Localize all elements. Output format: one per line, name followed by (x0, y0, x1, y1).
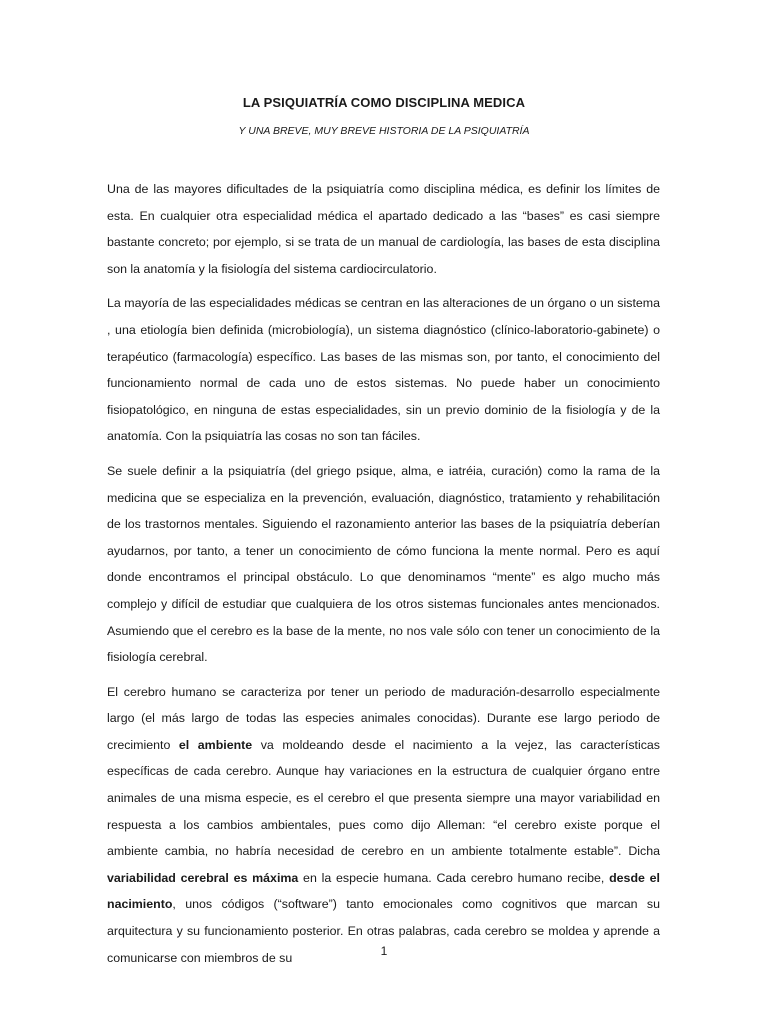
paragraph-3: Se suele definir a la psiquiatría (del griego psique, alma, e iatréia, curación) como la rama de la medicina que se especializa en la prevención, evaluación, diagnóstico, tratamiento y rehabilitación de los trastornos mentales. Siguiendo el razonamiento anterior las bases de la psiquiatría deberían ayudarnos, por tanto, a tener un conocimiento de cómo funciona la mente normal. Pero es aquí donde encontramos el principal obstáculo. Lo que denominamos “mente” es algo mucho más complejo y difícil de estudiar que cualquiera de los otros sistemas funcionales antes mencionados. Asumiendo que el cerebro es la base de la mente, no nos vale sólo con tener un conocimiento de la fisiología cerebral. (107, 463, 660, 665)
text-segment: , unos códigos (“software”) tanto emocionales como cognitivos que marcan su arquitectura y su funcionamiento posterior. En otras palabras, cada cerebro se moldea y aprende a comunicarse con miembros de su (107, 897, 660, 965)
bold-text-segment: desde el nacimiento (107, 870, 660, 912)
paragraph-1: Una de las mayores dificultades de la psiquiatría como disciplina médica, es definir los límites de esta. En cualquier otra especialidad médica el apartado dedicado a las “bases” es casi siempre bastante concreto; por ejemplo, si se trata de un manual de cardiología, las bases de esta disciplina son la anatomía y la fisiología del sistema cardiocirculatorio. (107, 182, 660, 276)
document-body (107, 176, 660, 979)
document-title: LA PSIQUIATRÍA COMO DISCIPLINA MEDICA (242, 95, 526, 110)
paragraph-2: La mayoría de las especialidades médicas se centran en las alteraciones de un órgano o un sistema , una etiología bien definida (microbiología), un sistema diagnóstico (clínico-laboratorio-gabinete) o terapéutico (farmacología) específico. Las bases de las mismas son, por tanto, el conocimiento del funcionamiento normal de cada uno de estos sistemas. No puede haber un conocimiento fisiopatológico, en ninguna de estas especialidades, sin un previo dominio de la fisiología y de la anatomía. Con la psiquiatría las cosas no son tan fáciles. (107, 296, 660, 444)
text-segment: va moldeando desde el nacimiento a la vejez, las características específicas de cada cerebro. Aunque hay variaciones en la estructura de cualquier órgano entre animales de una misma especie, es el cerebro el que presenta siempre una mayor variabilidad en respuesta a los cambios ambientales, pues como dijo Alleman: “el cerebro existe porque el ambiente cambia, no habría necesidad de cerebro en un ambiente totalmente estable”. Dicha (107, 737, 660, 859)
text-segment: El cerebro humano se caracteriza por tener un periodo de maduración-desarrollo especialmente largo (el más largo de todas las especies animales conocidas). Durante ese largo periodo de crecimiento (107, 684, 660, 752)
page-number: 1 (380, 944, 388, 958)
paragraph-4 (107, 679, 660, 972)
bold-text-segment: variabilidad cerebral es máxima (107, 870, 299, 885)
document-subtitle: Y UNA BREVE, MUY BREVE HISTORIA DE LA PSIQUIATRÍA (238, 125, 530, 137)
text-segment: en la especie humana. Cada cerebro humano recibe, (298, 870, 610, 885)
bold-text-segment: el ambiente (178, 737, 253, 752)
